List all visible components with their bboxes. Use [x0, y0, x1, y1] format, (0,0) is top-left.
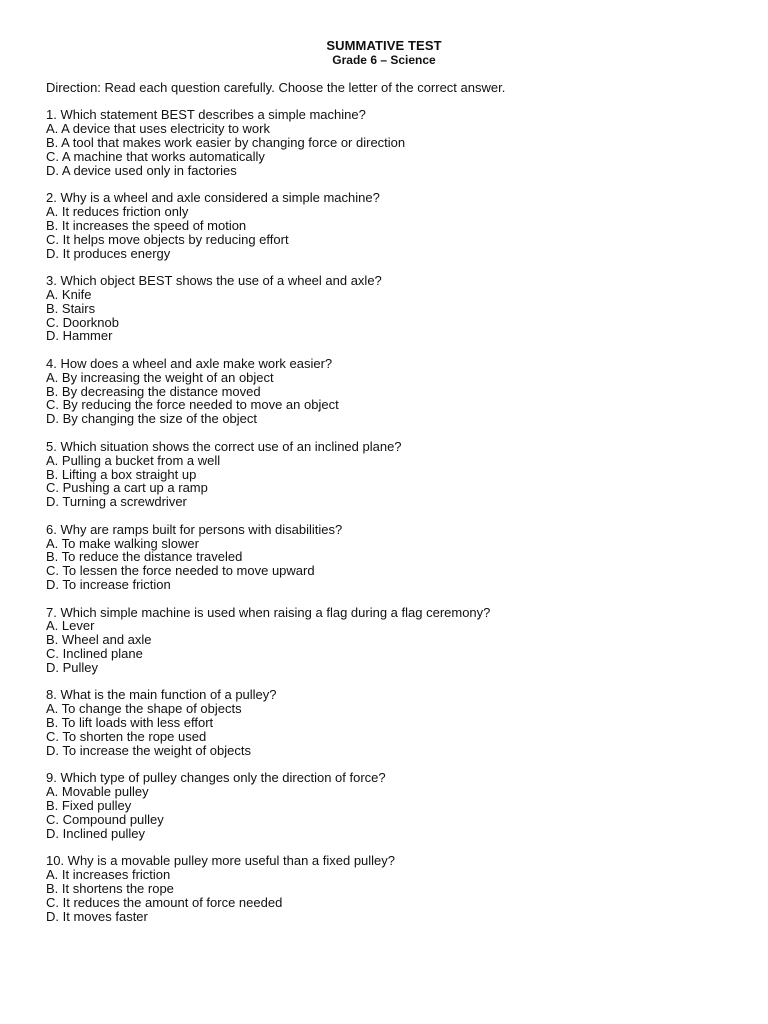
test-subtitle: Grade 6 – Science — [332, 53, 436, 67]
answer-choice: D. It produces energy — [46, 245, 171, 261]
question-item — [46, 108, 736, 178]
answer-choice: B. By decreasing the distance moved — [46, 383, 261, 399]
answer-choice: A. By increasing the weight of an object — [46, 369, 274, 385]
answer-choice: B. A tool that makes work easier by changing force or direction — [46, 134, 406, 150]
answer-choice: A. To change the shape of objects — [46, 701, 242, 717]
answer-choice: C. Doorknob — [46, 314, 119, 330]
answer-choice: B. Stairs — [46, 300, 96, 316]
answer-choice: D. To increase friction — [46, 577, 171, 593]
question-item — [46, 274, 736, 344]
answer-choice: C. Compound pulley — [46, 812, 164, 828]
answer-choice: C. To shorten the rope used — [46, 729, 207, 745]
answer-choice: A. It increases friction — [46, 867, 171, 883]
answer-choice: D. By changing the size of the object — [46, 411, 258, 427]
question-stem: 10. Why is a movable pulley more useful than a fixed pulley? — [46, 853, 396, 869]
answer-choice: C. By reducing the force needed to move an object — [46, 397, 339, 413]
answer-choice: C. It reduces the amount of force needed — [46, 895, 283, 911]
answer-choice: D. Turning a screwdriver — [46, 494, 187, 510]
answer-choice: D. It moves faster — [46, 908, 148, 924]
direction-text: Direction: Read each question carefully. Choose the letter of the correct answer. — [46, 80, 506, 95]
answer-choice: C. Pushing a cart up a ramp — [46, 480, 208, 496]
question-stem: 5. Which situation shows the correct use of an inclined plane? — [46, 438, 402, 454]
question-stem: 8. What is the main function of a pulley? — [46, 687, 277, 703]
question-stem: 9. Which type of pulley changes only the direction of force? — [46, 770, 386, 786]
question-stem: 4. How does a wheel and axle make work easier? — [46, 355, 333, 371]
answer-choice: C. It helps move objects by reducing effort — [46, 231, 289, 247]
question-stem: 6. Why are ramps built for persons with disabilities? — [46, 521, 343, 537]
answer-choice: D. Pulley — [46, 660, 99, 676]
answer-choice: C. Inclined plane — [46, 646, 143, 662]
answer-choice: D. Inclined pulley — [46, 826, 145, 841]
question-item — [46, 771, 736, 841]
answer-choice: A. Movable pulley — [46, 784, 149, 800]
question-item — [46, 854, 736, 924]
answer-choice: B. To lift loads with less effort — [46, 715, 214, 731]
answer-choice: B. Wheel and axle — [46, 632, 152, 648]
answer-choice: B. Lifting a box straight up — [46, 466, 197, 482]
answer-choice: A. Lever — [46, 618, 95, 634]
question-stem: 2. Why is a wheel and axle considered a simple machine? — [46, 189, 380, 205]
question-item — [46, 440, 736, 510]
question-item — [46, 523, 736, 593]
question-item — [46, 191, 736, 261]
answer-choice: A. A device that uses electricity to work — [46, 120, 270, 136]
question-item — [46, 357, 736, 427]
answer-choice: A. Pulling a bucket from a well — [46, 452, 221, 468]
question-stem: 7. Which simple machine is used when raising a flag during a flag ceremony? — [46, 604, 491, 620]
question-stem: 3. Which object BEST shows the use of a wheel and axle? — [46, 272, 382, 288]
question-item — [46, 606, 736, 676]
test-title: SUMMATIVE TEST — [326, 38, 442, 53]
answer-choice: C. A machine that works automatically — [46, 148, 265, 164]
question-list — [46, 108, 736, 937]
answer-choice: B. Fixed pulley — [46, 798, 132, 814]
answer-choice: B. It increases the speed of motion — [46, 217, 247, 233]
answer-choice: D. A device used only in factories — [46, 162, 237, 178]
answer-choice: C. To lessen the force needed to move upward — [46, 563, 315, 579]
answer-choice: B. To reduce the distance traveled — [46, 549, 243, 565]
question-stem: 1. Which statement BEST describes a simple machine? — [46, 107, 366, 122]
answer-choice: B. It shortens the rope — [46, 881, 174, 897]
answer-choice: A. Knife — [46, 286, 92, 302]
answer-choice: D. To increase the weight of objects — [46, 743, 251, 759]
answer-choice: A. It reduces friction only — [46, 203, 189, 219]
answer-choice: D. Hammer — [46, 328, 113, 344]
test-header — [0, 38, 768, 68]
answer-choice: A. To make walking slower — [46, 535, 199, 551]
question-item — [46, 688, 736, 758]
